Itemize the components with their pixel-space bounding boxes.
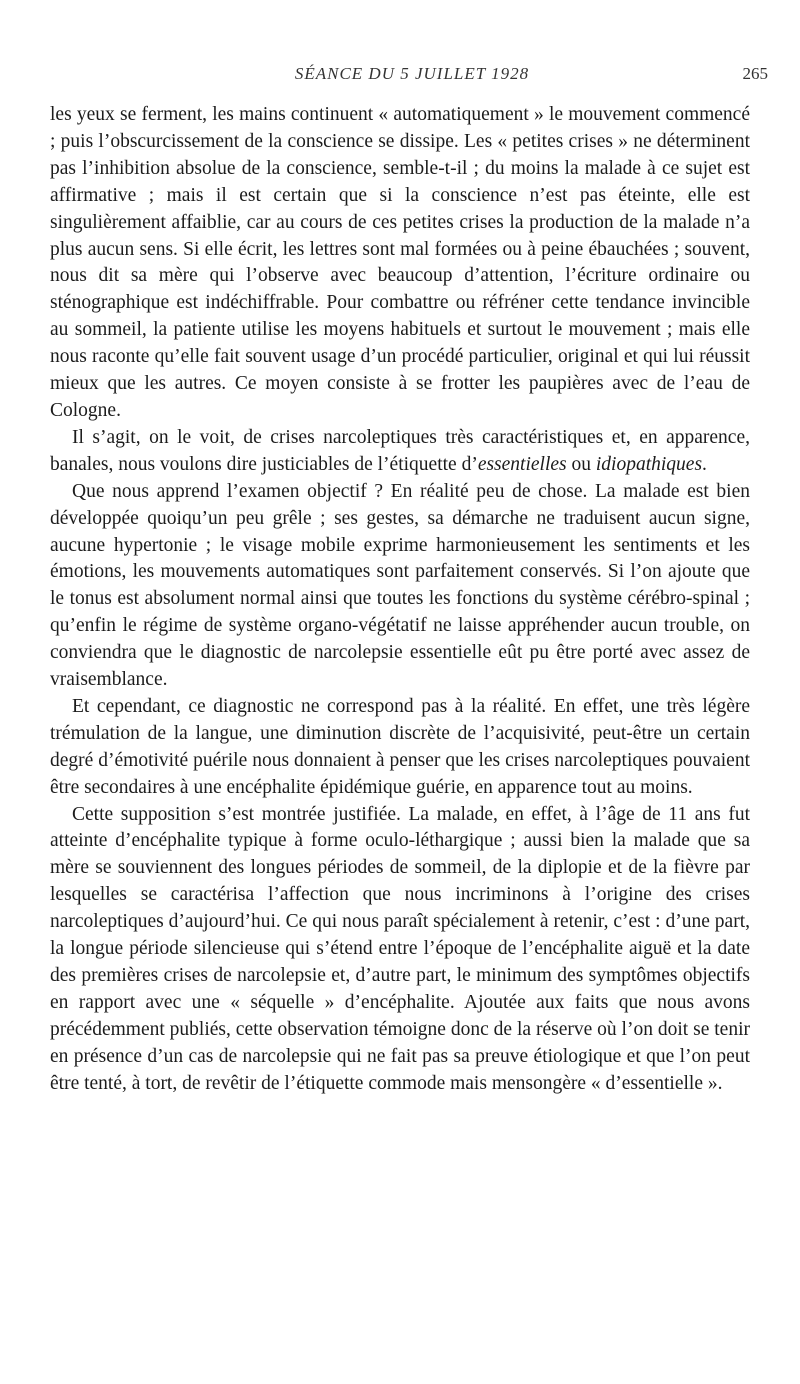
paragraph-text: . xyxy=(702,453,707,475)
paragraph-text: les yeux se ferment, les mains continuent « automatiquement » le mouvement commencé ; puis l’obscurcissement de la conscience se dissipe. Les « petites crises » ne déterminent pas l’inhibition absolue de la conscience, semble-t-il ; du moins la malade à ce sujet est affirmative ; mais il est certain que si la conscience n’est pas éteinte, elle est singulièrement affaiblie, car au cours de ces petites crises la production de la malade n’a plus aucun sens. Si elle écrit, les lettres sont mal formées ou à peine ébauchées ; souvent, nous dit sa mère qui l’observe avec beaucoup d’attention, l’écriture ordinaire ou sténographique est indéchiffrable. Pour combattre ou réfréner cette tendance invincible au sommeil, la patiente utilise les moyens habituels et surtout le mouvement ; mais elle nous raconte qu’elle fait souvent usage d’un procédé particulier, original et qui lui réussit mieux que les autres. Ce moyen consiste à se frotter les paupières avec de l’eau de Cologne. xyxy=(50,104,750,421)
paragraph xyxy=(50,479,750,694)
paragraph xyxy=(50,102,750,425)
paragraph-text: Que nous apprend l’examen objectif ? En réalité peu de chose. La malade est bien développée quoiqu’un peu grêle ; ses gestes, sa démarche ne traduisent aucun signe, aucune hypertonie ; le visage mobile exprime harmonieusement les sentiments et les émotions, les mouvements automatiques sont parfaitement conservés. Si l’on ajoute que le tonus est absolument normal ainsi que toutes les fonctions du système cérébro-spinal ; qu’enfin le régime de système organo-végétatif ne laisse appréhender aucun trouble, on conviendra que le diagnostic de narcolepsie essentielle eût pu être porté avec assez de vraisemblance. xyxy=(50,480,750,691)
paragraph-text: Et cependant, ce diagnostic ne correspond pas à la réalité. En effet, une très légère trémulation de la langue, une diminution discrète de l’acquisivité, peut-être un certain degré d’émotivité puérile nous donnaient à penser que les crises narcoleptiques pouvaient être secondaires à une encéphalite épidémique guérie, en apparence tout au moins. xyxy=(50,695,750,798)
paragraph xyxy=(50,802,750,1098)
paragraph-text: Cette supposition s’est montrée justifiée. La malade, en effet, à l’âge de 11 ans fut atteinte d’encéphalite typique à forme oculo-léthargique ; aussi bien la malade que sa mère se souviennent des longues périodes de sommeil, de la diplopie et de la fièvre par lesquelles se caractérisa l’affection que nous incriminons à l’origine des crises narcoleptiques d’aujourd’hui. Ce qui nous paraît spécialement à retenir, c’est : d’une part, la longue période silencieuse qui s’étend entre l’époque de l’encéphalite aiguë et la date des premières crises de narcolepsie et, d’autre part, le minimum des symptômes objectifs en rapport avec une « séquelle » d’encéphalite. Ajoutée aux faits que nous avons précédemment publiés, cette observation témoigne donc de la réserve où l’on doit se tenir en présence d’un cas de narcolepsie qui ne fait pas sa preuve étiologique et que l’on peut être tenté, à tort, de revêtir de l’étiquette commode mais mensongère « d’essentielle ». xyxy=(50,803,750,1094)
paragraph-text: Il s’agit, on le voit, de crises narcoleptiques très caractéristiques et, en apparence, banales, nous voulons dire justiciables de l’étiquette d’ xyxy=(50,426,750,475)
page-number: 265 xyxy=(742,64,768,83)
running-title: SÉANCE DU 5 JUILLET 1928 xyxy=(294,64,530,83)
paragraph-text: ou xyxy=(566,453,596,475)
body-text xyxy=(50,102,750,1098)
running-head xyxy=(48,64,776,88)
paragraph xyxy=(50,425,750,479)
paragraph xyxy=(50,694,750,802)
italic-term: idiopathiques xyxy=(595,453,703,475)
italic-term: essentielles xyxy=(477,453,567,475)
